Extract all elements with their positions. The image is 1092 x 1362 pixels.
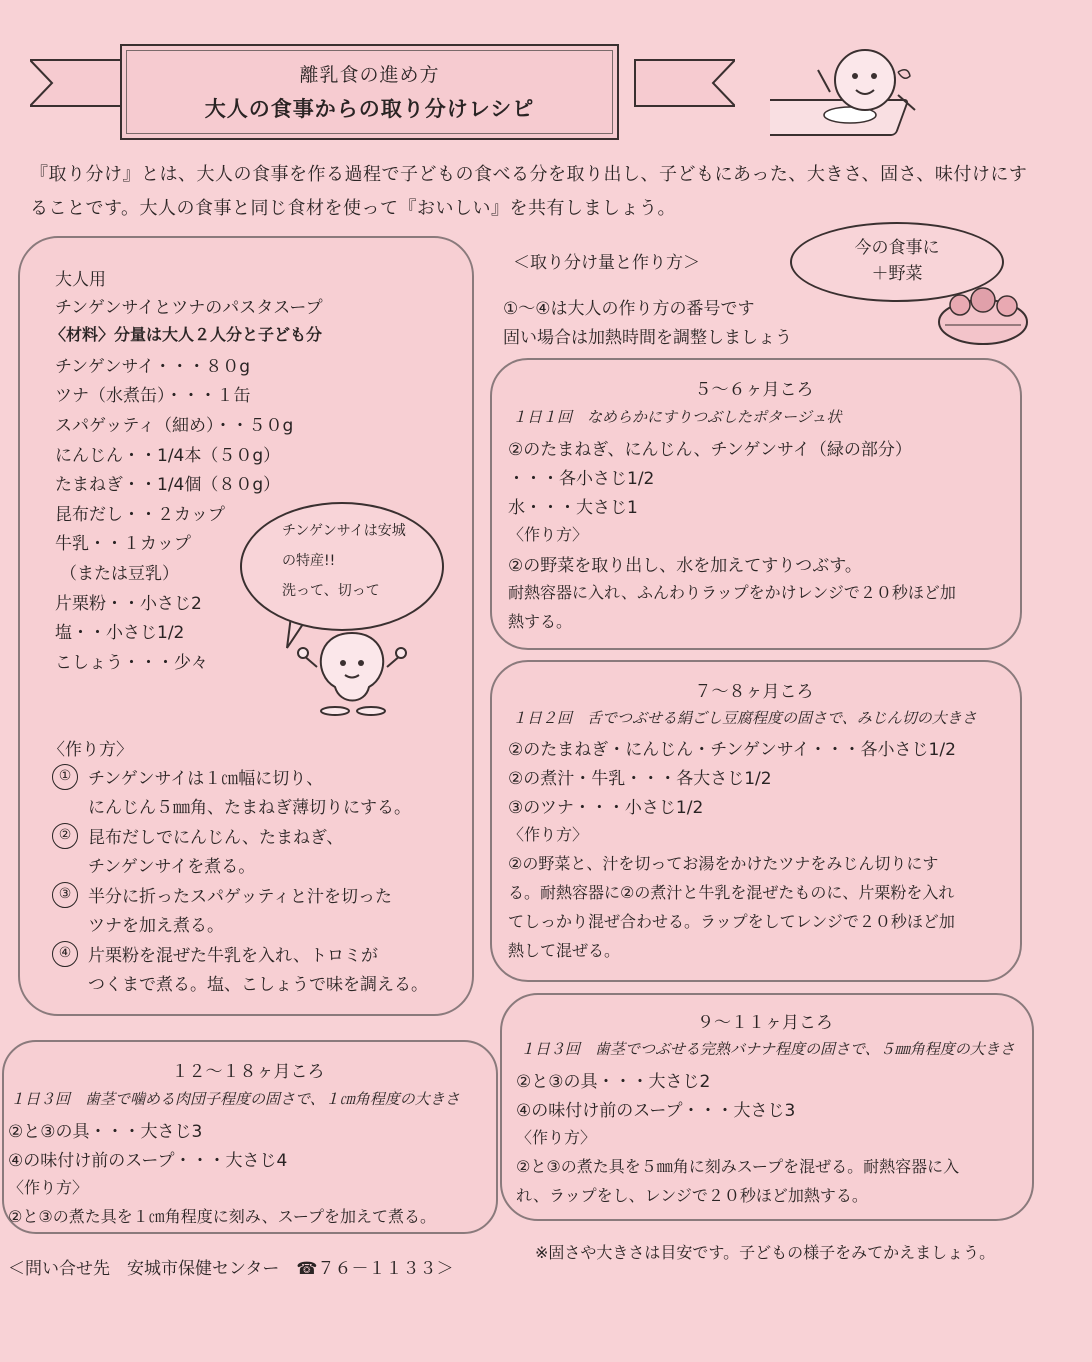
step-line: 昆布だしでにんじん、たまねぎ、 xyxy=(88,828,344,848)
ingredient: チンゲンサイ・・・８０g xyxy=(55,357,251,377)
step-line: チンゲンサイは１㎝幅に切り、 xyxy=(88,769,324,789)
adult-dish-name: チンゲンサイとツナのパスタスープ xyxy=(55,298,323,318)
chingensai-mascot-illustration xyxy=(295,625,410,720)
vegetable-basket-illustration xyxy=(925,280,1040,350)
title-banner xyxy=(120,44,619,140)
ingredient: にんじん・・1/4本（５０g） xyxy=(55,446,281,466)
note-line: チンゲンサイは安城 xyxy=(282,523,406,539)
title-line-2: 大人の食事からの取り分けレシピ xyxy=(204,97,535,121)
stage-line: る。耐熱容器に②の煮汁と牛乳を混ぜたものに、片栗粉を入れ xyxy=(508,883,955,902)
stage-line: 熱して混ぜる。 xyxy=(508,941,621,960)
stage-subtitle: １日１回 なめらかにすりつぶしたポタージュ状 xyxy=(512,408,842,426)
stage-title: ９～１１ヶ月ころ xyxy=(697,1013,833,1033)
contact-info: ＜問い合せ先 安城市保健センター ☎７６－１１３３＞ xyxy=(8,1259,454,1279)
stage-subtitle: １日３回 歯茎でつぶせる完熟バナナ程度の固さで、５㎜角程度の大きさ xyxy=(520,1040,1015,1058)
stage-line: れ、ラップをし、レンジで２０秒ほど加熱する。 xyxy=(516,1186,868,1205)
stage-title: ７～８ヶ月ころ xyxy=(694,682,814,702)
step-line: にんじん５㎜角、たまねぎ薄切りにする。 xyxy=(88,798,411,818)
chingensai-note-bubble xyxy=(240,502,444,631)
stage-line: ②と③の具・・・大さじ3 xyxy=(8,1122,203,1142)
adult-label: 大人用 xyxy=(55,270,106,290)
stage-line: 〈作り方〉 xyxy=(516,1128,597,1147)
ingredient: 片栗粉・・小さじ2 xyxy=(55,594,202,614)
stage-line: 〈作り方〉 xyxy=(508,525,589,544)
step-line: ツナを加え煮る。 xyxy=(88,916,224,936)
materials-heading: 〈材料〉分量は大人２人分と子ども分 xyxy=(50,325,323,344)
bubble-line-2: ＋野菜 xyxy=(871,264,923,284)
baby-eating-illustration xyxy=(770,40,950,150)
stage-subtitle: １日２回 舌でつぶせる絹ごし豆腐程度の固さで、みじん切の大きさ xyxy=(512,709,977,727)
step-number: ① xyxy=(52,764,78,790)
ingredient: こしょう・・・少々 xyxy=(55,653,208,673)
method-heading: 〈作り方〉 xyxy=(48,740,133,760)
ingredient: ツナ（水煮缶）・・・１缶 xyxy=(55,386,251,406)
step-line: つくまで煮る。塩、こしょうで味を調える。 xyxy=(88,975,428,995)
stage-line: ②の野菜と、汁を切ってお湯をかけたツナをみじん切りにす xyxy=(508,854,939,873)
note-line: の特産!! xyxy=(282,553,336,569)
portion-note-2: 固い場合は加熱時間を調整しましょう xyxy=(503,328,792,348)
bubble-line-1: 今の食事に xyxy=(854,238,940,258)
stage-line: 水・・・大さじ1 xyxy=(508,498,638,518)
footer-note: ※固さや大きさは目安です。子どもの様子をみてかえましょう。 xyxy=(535,1243,996,1262)
portion-note-1: ①～④は大人の作り方の番号です xyxy=(503,299,755,319)
stage-line: ・・・各小さじ1/2 xyxy=(508,469,655,489)
ingredient: 昆布だし・・２カップ xyxy=(55,505,225,525)
banner-right-tail xyxy=(605,58,735,108)
ingredient: 牛乳・・１カップ xyxy=(55,534,191,554)
stage-line: 〈作り方〉 xyxy=(508,825,589,844)
stage-line: ④の味付け前のスープ・・・大さじ3 xyxy=(516,1101,796,1121)
portion-heading: ＜取り分け量と作り方＞ xyxy=(513,253,700,273)
stage-line: ③のツナ・・・小さじ1/2 xyxy=(508,798,704,818)
stage-line: ②と③の煮た具を５㎜角に刻みスープを混ぜる。耐熱容器に入 xyxy=(516,1157,960,1176)
intro-text: 『取り分け』とは、大人の食事を作る過程で子どもの食べる分を取り出し、子どもにあった、大きさ、固さ、味付けにすることです。大人の食事と同じ食材を使って『おいしい』を共有しましょう。 xyxy=(30,164,1028,219)
step-line: チンゲンサイを煮る。 xyxy=(88,857,256,877)
stage-line: ②の煮汁・牛乳・・・各大さじ1/2 xyxy=(508,769,772,789)
stage-title: １２～１８ヶ月ころ xyxy=(171,1062,325,1082)
stage-line: ②と③の煮た具を１㎝角程度に刻み、スープを加えて煮る。 xyxy=(8,1207,437,1226)
step-line: 片栗粉を混ぜた牛乳を入れ、トロミが xyxy=(88,946,379,966)
stage-line: ②と③の具・・・大さじ2 xyxy=(516,1072,711,1092)
step-number: ② xyxy=(52,823,78,849)
step-number: ③ xyxy=(52,882,78,908)
stage-line: てしっかり混ぜ合わせる。ラップをしてレンジで２０秒ほど加 xyxy=(508,912,955,931)
step-number: ④ xyxy=(52,941,78,967)
step-line: 半分に折ったスパゲッティと汁を切った xyxy=(88,887,392,907)
title-line-1: 離乳食の進め方 xyxy=(299,64,440,86)
stage-line: 熱する。 xyxy=(508,612,573,631)
ingredient: （または豆乳） xyxy=(60,564,179,584)
stage-line: ②のたまねぎ・にんじん・チンゲンサイ・・・各小さじ1/2 xyxy=(508,740,956,760)
stage-line: 耐熱容器に入れ、ふんわりラップをかけレンジで２０秒ほど加 xyxy=(508,583,956,602)
stage-line: ②のたまねぎ、にんじん、チンゲンサイ（緑の部分） xyxy=(508,440,912,460)
ingredient: スパゲッティ（細め）・・５０g xyxy=(55,416,294,436)
stage-subtitle: １日３回 歯茎で噛める肉団子程度の固さで、１㎝角程度の大きさ xyxy=(10,1090,460,1108)
stage-line: 〈作り方〉 xyxy=(8,1178,89,1197)
stage-line: ④の味付け前のスープ・・・大さじ4 xyxy=(8,1151,288,1171)
ingredient: たまねぎ・・1/4個（８０g） xyxy=(55,475,281,495)
note-line: 洗って、切って xyxy=(282,583,380,599)
ingredient: 塩・・小さじ1/2 xyxy=(55,623,185,643)
stage-title: ５～６ヶ月ころ xyxy=(694,380,814,400)
stage-line: ②の野菜を取り出し、水を加えてすりつぶす。 xyxy=(508,556,862,576)
